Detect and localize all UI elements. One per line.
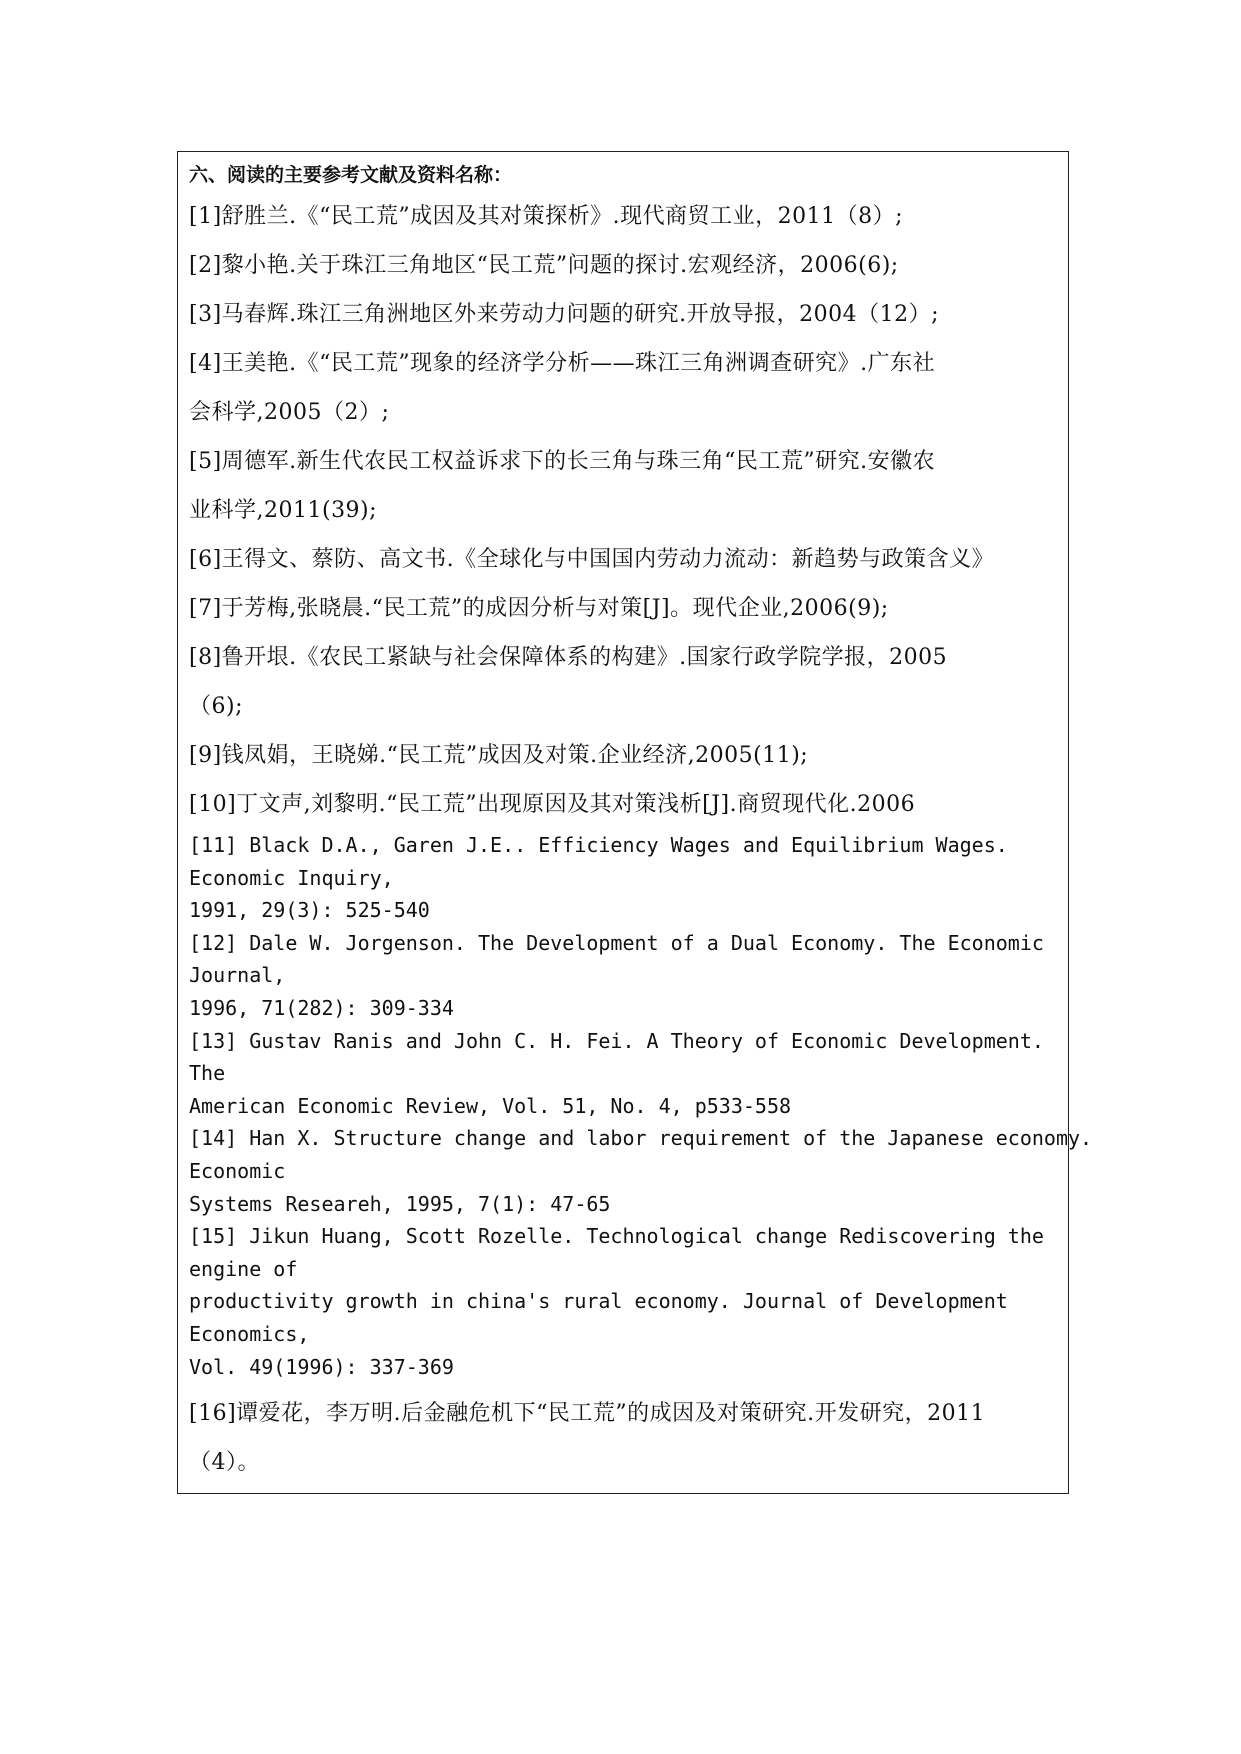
section-title: 六、阅读的主要参考文献及资料名称： bbox=[189, 164, 513, 186]
reference-4-line-2: 会科学,2005（2）; bbox=[189, 400, 390, 425]
references-content bbox=[189, 158, 1093, 1487]
reference-15-line-2: engine of bbox=[189, 1256, 298, 1281]
reference-5-line-1: [5]周德军.新生代农民工权益诉求下的长三角与珠三角“民工荒”研究.安徽农 bbox=[189, 449, 936, 474]
reference-6: [6]王得文、蔡防、高文书.《全球化与中国国内劳动力流动：新趋势与政策含义》 bbox=[189, 547, 995, 572]
reference-13-line-1: [13] Gustav Ranis and John C. H. Fei. A Theory of Economic Development. bbox=[189, 1028, 1044, 1053]
reference-13-line-2: The bbox=[189, 1061, 226, 1086]
reference-9: [9]钱凤娟，王晓娣.“民工荒”成因及对策.企业经济,2005(11); bbox=[189, 743, 809, 768]
reference-12-line-1: [12] Dale W. Jorgenson. The Development of a Dual Economy. The Economic bbox=[189, 930, 1044, 955]
reference-11-line-3: 1991, 29(3): 525-540 bbox=[189, 898, 430, 923]
reference-5-line-2: 业科学,2011(39); bbox=[189, 498, 378, 523]
reference-13-line-3: American Economic Review, Vol. 51, No. 4, p533-558 bbox=[189, 1093, 792, 1118]
reference-15-line-5: Vol. 49(1996): 337-369 bbox=[189, 1354, 454, 1379]
reference-4-line-1: [4]王美艳.《“民工荒”现象的经济学分析——珠江三角洲调查研究》.广东社 bbox=[189, 351, 936, 376]
reference-3: [3]马春辉.珠江三角洲地区外来劳动力问题的研究.开放导报，2004（12）; bbox=[189, 302, 940, 327]
reference-11-line-1: [11] Black D.A., Garen J.E.. Efficiency Wages and Equilibrium Wages. bbox=[189, 833, 1008, 857]
reference-8-line-2: （6); bbox=[189, 694, 243, 719]
reference-14-line-1: [14] Han X. Structure change and labor requirement of the Japanese economy. bbox=[189, 1126, 1093, 1151]
reference-14-line-2: Economic bbox=[189, 1158, 286, 1183]
reference-14-line-3: Systems Researeh, 1995, 7(1): 47-65 bbox=[189, 1191, 611, 1216]
references-box bbox=[177, 151, 1093, 1494]
reference-12-line-3: 1996, 71(282): 309-334 bbox=[189, 995, 454, 1020]
reference-8-line-1: [8]鲁开垠.《农民工紧缺与社会保障体系的构建》.国家行政学院学报，2005 bbox=[189, 645, 948, 670]
reference-16-line-2: （4）。 bbox=[189, 1450, 260, 1476]
reference-15-line-4: Economics, bbox=[189, 1321, 310, 1346]
reference-2: [2]黎小艳.关于珠江三角地区“民工荒”问题的探讨.宏观经济，2006(6); bbox=[189, 253, 899, 278]
reference-11-line-2: Economic Inquiry, bbox=[189, 865, 394, 890]
reference-15-line-1: [15] Jikun Huang, Scott Rozelle. Technological change Rediscovering the bbox=[189, 1224, 1044, 1249]
reference-1: [1]舒胜兰.《“民工荒”成因及其对策探析》.现代商贸工业，2011（8）; bbox=[189, 204, 904, 229]
reference-12-line-2: Journal, bbox=[189, 963, 286, 988]
reference-16-line-1: [16]谭爱花，李万明.后金融危机下“民工荒”的成因及对策研究.开发研究，2011 bbox=[189, 1401, 986, 1427]
reference-15-line-3: productivity growth in china's rural economy. Journal of Development bbox=[189, 1289, 1008, 1314]
reference-10: [10]丁文声,刘黎明.“民工荒”出现原因及其对策浅析[J].商贸现代化.2006 bbox=[189, 792, 916, 817]
reference-7: [7]于芳梅,张晓晨.“民工荒”的成因分析与对策[J]。现代企业,2006(9); bbox=[189, 596, 889, 621]
